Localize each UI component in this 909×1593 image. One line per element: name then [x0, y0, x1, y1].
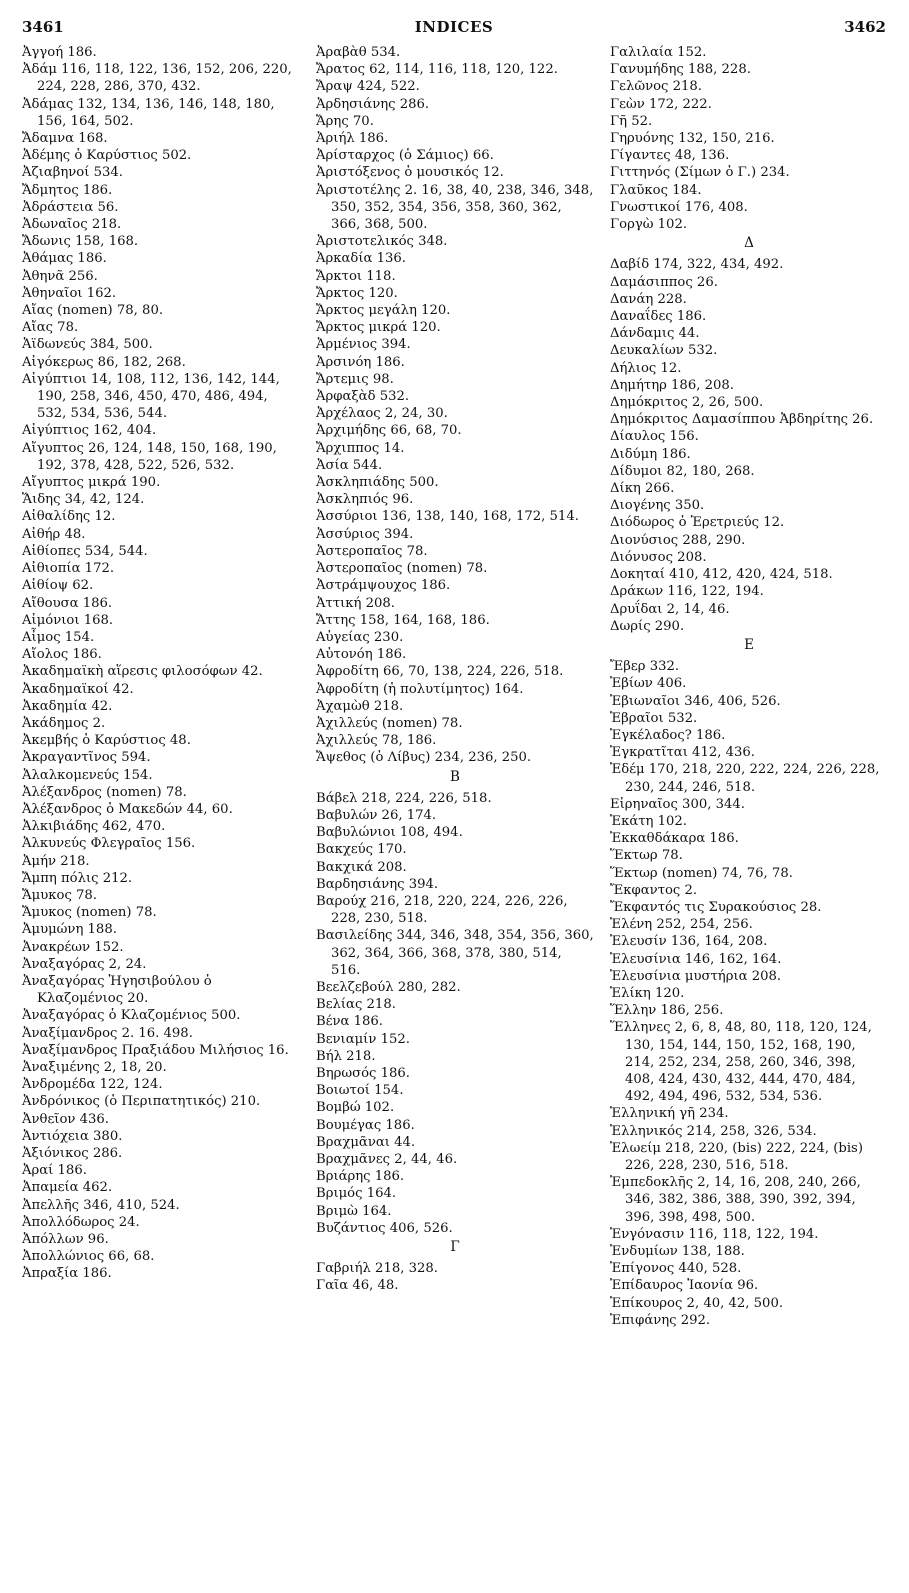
index-entry: Ἐγκρατῖται 412, 436.: [610, 745, 755, 761]
index-entry: Ἀττική 208.: [316, 595, 395, 611]
index-entry: Βελίας 218.: [316, 997, 396, 1013]
index-entry: Ἀλκιβιάδης 462, 470.: [22, 819, 166, 835]
index-entry: Δράκων 116, 122, 194.: [610, 584, 764, 600]
index-entry: Γελῶνος 218.: [610, 79, 702, 95]
index-entry: Βεελζεβούλ 280, 282.: [316, 979, 461, 995]
index-entry: Ἄρκτος μικρά 120.: [316, 320, 441, 336]
index-entry: Δρυΐδαι 2, 14, 46.: [610, 601, 730, 617]
index-entry: Γλαῦκος 184.: [610, 182, 702, 198]
index-entry: Ἄμυκος 78.: [22, 887, 97, 903]
index-entry: Δοκηταί 410, 412, 420, 424, 518.: [610, 567, 833, 583]
index-entry: Ἐνδυμίων 138, 188.: [610, 1244, 745, 1260]
index-entry: Βριάρης 186.: [316, 1169, 405, 1185]
index-entry: Ἀνδρομέδα 122, 124.: [22, 1077, 163, 1093]
index-entry: Ἐμπεδοκλῆς 2, 14, 16, 208, 240, 266, 346, 382, 386, 388, 390, 392, 394, 396, 398, 498, 500.: [610, 1175, 861, 1225]
index-entry: Ἀχαμὼθ 218.: [316, 698, 404, 714]
index-entry: Ἀκεμβής ὁ Καρύστιος 48.: [22, 733, 191, 749]
index-entry: Ἀναξίμανδρος Πραξιάδου Μιλήσιος 16.: [22, 1042, 289, 1058]
index-entry: Βαρδησιάνης 394.: [316, 876, 439, 892]
index-entry: Βριμός 164.: [316, 1186, 397, 1202]
index-entry: Βριμὼ 164.: [316, 1203, 392, 1219]
index-entry: Ἀρχιμήδης 66, 68, 70.: [316, 423, 462, 439]
index-entry: Δευκαλίων 532.: [610, 343, 718, 359]
index-entry: Ἀκαδημαϊκὴ αἵρεσις φιλοσόφων 42.: [22, 664, 263, 680]
index-entry: Ἀνθεῖον 436.: [22, 1111, 109, 1127]
index-entry: Ἀφροδίτη 66, 70, 138, 224, 226, 518.: [316, 664, 564, 680]
index-column-2: [316, 44, 594, 1295]
index-entry: Δημόκριτος 2, 26, 500.: [610, 395, 764, 411]
index-entry: Ἀστεροπαῖος (nomen) 78.: [316, 561, 488, 577]
index-entry: Ἄμπη πόλις 212.: [22, 870, 133, 886]
running-title: INDICES: [414, 18, 494, 36]
index-entry: Αἶμος 154.: [22, 629, 95, 645]
index-entry: Γνωστικοί 176, 408.: [610, 199, 748, 215]
index-entry: Δημήτηρ 186, 208.: [610, 377, 734, 393]
index-entry: Ἐλωείμ 218, 220, (bis) 222, 224, (bis) 226, 228, 230, 516, 518.: [610, 1140, 863, 1173]
index-entry: Ἀναξαγόρας 2, 24.: [22, 956, 147, 972]
index-entry: Ἀφροδίτη (ἡ πολυτίμητος) 164.: [316, 681, 524, 697]
index-entry: Ἀστράμψουχος 186.: [316, 578, 451, 594]
index-entry: Ἀζιαβηνοί 534.: [22, 165, 123, 181]
left-page-number: 3461: [22, 18, 64, 36]
index-entry: Ἀναξίμανδρος 2. 16. 498.: [22, 1025, 193, 1041]
index-entry: Ἑκάτη 102.: [610, 813, 687, 829]
index-entry: Βηρωσός 186.: [316, 1065, 410, 1081]
index-entry: Ἔκφαντός τις Συρακούσιος 28.: [610, 899, 822, 915]
index-entry: Ἄρκτοι 118.: [316, 268, 396, 284]
index-entry: Ἐλευσίν 136, 164, 208.: [610, 934, 768, 950]
index-entry: Βαβυλών 26, 174.: [316, 807, 437, 823]
index-entry: Ἄραψ 424, 522.: [316, 79, 420, 95]
index-entry: Ἀσκληπιός 96.: [316, 492, 414, 508]
index-entry: Αἴθουσα 186.: [22, 595, 113, 611]
index-entry: Ἀνακρέων 152.: [22, 939, 124, 955]
index-entry: Δημόκριτος Δαμασίππου Ἀβδηρίτης 26.: [610, 412, 874, 428]
index-entry: Εἰρηναῖος 300, 344.: [610, 796, 745, 812]
index-entry: Ἀλέξανδρος (nomen) 78.: [22, 784, 187, 800]
index-entry: Ἀμήν 218.: [22, 853, 90, 869]
index-entry: Ἐβιωναῖοι 346, 406, 526.: [610, 693, 781, 709]
index-entry: Ἑλένη 252, 254, 256.: [610, 917, 753, 933]
index-entry: Ἀπόλλων 96.: [22, 1232, 109, 1248]
index-entry: Διόδωρος ὁ Ἐρετριεύς 12.: [610, 515, 785, 531]
index-entry: Βένα 186.: [316, 1014, 383, 1030]
index-entry: Ἀχιλλεύς (nomen) 78.: [316, 715, 463, 731]
index-entry: Ἔβερ 332.: [610, 659, 680, 675]
index-entry: Βομβώ 102.: [316, 1100, 395, 1116]
index-entry: Ἀναξιμένης 2, 18, 20.: [22, 1059, 167, 1075]
index-entry: Ἀριστοτελικός 348.: [316, 234, 448, 250]
section-letter: Β: [450, 768, 460, 785]
index-entry: Βραχμᾶνες 2, 44, 46.: [316, 1152, 458, 1167]
index-entry: Ἀπολλώνιος 66, 68.: [22, 1249, 155, 1265]
index-entry: Ἄρτεμις 98.: [316, 371, 394, 387]
index-entry: Δίκη 266.: [610, 481, 675, 497]
index-entry: Ἄρατος 62, 114, 116, 118, 120, 122.: [316, 62, 558, 78]
index-entry: Ἕκτωρ 78.: [610, 848, 683, 864]
index-entry: Ἐπίκουρος 2, 40, 42, 500.: [610, 1295, 784, 1311]
index-entry: Αὐτονόη 186.: [316, 647, 407, 663]
index-entry: Γαῖα 46, 48.: [316, 1278, 399, 1294]
index-entry: Ἀρκαδία 136.: [316, 251, 406, 267]
index-entry: Ἄδμητος 186.: [22, 182, 113, 198]
index-entry: Ἀδράστεια 56.: [22, 199, 119, 215]
index-entry: Ἑλληνικός 214, 258, 326, 534.: [610, 1123, 817, 1139]
index-entry: Ἀξιόνικος 286.: [22, 1146, 123, 1161]
index-entry: Αἴας (nomen) 78, 80.: [22, 303, 164, 319]
index-entry: Γίγαντες 48, 136.: [610, 148, 730, 164]
index-entry: Ἄρκτος 120.: [316, 285, 398, 301]
index-entry: Ἀλέξανδρος ὁ Μακεδών 44, 60.: [22, 801, 233, 817]
index-entry: Ἀρσινόη 186.: [316, 354, 405, 370]
index-entry: Ἄρχιππος 14.: [316, 440, 405, 456]
index-entry: Ἑλίκη 120.: [610, 985, 685, 1001]
index-entry: Ἑλληνική γῆ 234.: [610, 1106, 729, 1122]
index-entry: Ἀθάμας 186.: [22, 251, 107, 267]
index-entry: Ἐδέμ 170, 218, 220, 222, 224, 226, 228, 230, 244, 246, 518.: [610, 762, 880, 795]
index-entry: Γηρυόνης 132, 150, 216.: [610, 131, 775, 147]
index-entry: Δήλιος 12.: [610, 360, 682, 376]
index-entry: Δίαυλος 156.: [610, 429, 699, 445]
index-entry: Βυζάντιος 406, 526.: [316, 1220, 453, 1236]
index-entry: Ἀνδρόνικος (ὁ Περιπατητικός) 210.: [22, 1094, 261, 1110]
index-entry: Ἀρχέλαος 2, 24, 30.: [316, 406, 448, 422]
index-entry: Ἀδάμας 132, 134, 136, 146, 148, 180, 156, 164, 502.: [22, 96, 275, 129]
index-entry: Ἀσσύριοι 136, 138, 140, 168, 172, 514.: [316, 509, 579, 525]
index-entry: Ἀκάδημος 2.: [22, 715, 106, 731]
section-letter: Γ: [450, 1239, 460, 1256]
index-entry: Ἀκαδημία 42.: [22, 698, 113, 714]
index-entry: Ἀραβὰθ 534.: [316, 45, 401, 60]
index-entry: Βήλ 218.: [316, 1048, 376, 1064]
index-entry: Ἄδαμνα 168.: [22, 131, 108, 147]
index-entry: Βαρούχ 216, 218, 220, 224, 226, 226, 228, 230, 518.: [316, 893, 568, 927]
index-entry: Ἐλευσίνια 146, 162, 164.: [610, 951, 782, 967]
index-entry: Δανάη 228.: [610, 291, 687, 307]
index-entry: Ἀρμένιος 394.: [316, 337, 411, 353]
index-entry: Γανυμήδης 188, 228.: [610, 62, 751, 78]
index-entry: Ἀριήλ 186.: [316, 131, 389, 147]
index-entry: Δωρίς 290.: [610, 618, 685, 634]
index-column-3: [610, 44, 888, 1329]
index-entry: Ἀστεροπαῖος 78.: [316, 543, 428, 559]
index-entry: Δίδυμοι 82, 180, 268.: [610, 463, 755, 479]
index-entry: Ἀπελλῆς 346, 410, 524.: [22, 1197, 180, 1213]
index-entry: Ἄρης 70.: [316, 113, 374, 129]
index-entry: Γῆ 52.: [610, 113, 653, 129]
index-entry: Ἀϊδωνεύς 384, 500.: [22, 337, 153, 353]
index-entry: Δαβίδ 174, 322, 434, 492.: [610, 257, 784, 273]
index-entry: Ἀπολλόδωρος 24.: [22, 1214, 140, 1230]
index-entry: Ἔκφαντος 2.: [610, 882, 698, 898]
index-entry: Αἰγύπτιοι 14, 108, 112, 136, 142, 144, 190, 258, 346, 450, 470, 486, 494, 532, 534, 536, 544.: [22, 371, 280, 422]
index-entry: Βενιαμίν 152.: [316, 1031, 410, 1047]
index-entry: Γιττηνός (Σίμων ὁ Γ.) 234.: [610, 165, 790, 181]
index-entry: Διδύμη 186.: [610, 446, 691, 462]
index-entry: Αἰθήρ 48.: [22, 526, 86, 542]
index-entry: Αἰθιοπία 172.: [22, 561, 115, 577]
index-entry: Αἰγύπτιος 162, 404.: [22, 423, 157, 439]
index-entry: Δάνδαμις 44.: [610, 326, 700, 342]
index-entry: Ἀθηναῖοι 162.: [22, 285, 117, 301]
index-entry: Ἀρδησιάνης 286.: [316, 96, 430, 112]
index-entry: Ἀναξαγόρας ὁ Κλαζομένιος 500.: [22, 1008, 241, 1024]
index-entry: Ἄψεθος (ὁ Λίβυς) 234, 236, 250.: [316, 750, 532, 766]
index-entry: Αἰθαλίδης 12.: [22, 509, 116, 525]
index-entry: Ἀκαδημαϊκοί 42.: [22, 681, 134, 697]
index-entry: Ἀντιόχεια 380.: [22, 1128, 123, 1144]
index-entry: Ἀσία 544.: [316, 457, 383, 473]
index-entry: Διόνυσος 208.: [610, 549, 707, 565]
index-entry: Αἴολος 186.: [22, 647, 102, 663]
index-entry: Διογένης 350.: [610, 498, 705, 514]
index-entry: Ἄρκτος μεγάλη 120.: [316, 303, 451, 319]
index-entry: Βουμέγας 186.: [316, 1117, 415, 1133]
index-entry: Δαμάσιππος 26.: [610, 274, 718, 290]
index-entry: Βασιλείδης 344, 346, 348, 354, 356, 360, 362, 364, 366, 368, 378, 380, 514, 516.: [316, 928, 594, 978]
index-entry: Γεὼν 172, 222.: [610, 96, 712, 112]
index-entry: Διονύσιος 288, 290.: [610, 532, 746, 548]
index-entry: Ἐνγόνασιν 116, 118, 122, 194.: [610, 1226, 819, 1242]
index-entry: Αἴας 78.: [22, 320, 79, 336]
index-entry: Αὐγείας 230.: [316, 629, 404, 645]
index-entry: Ἀδωναῖος 218.: [22, 217, 122, 233]
index-entry: Ἀγγοή 186.: [22, 45, 97, 60]
index-entry: Ἄττης 158, 164, 168, 186.: [316, 612, 490, 628]
index-entry: Ἀναξαγόρας Ἡγησιβούλου ὁ Κλαζομένιος 20.: [22, 973, 212, 1007]
index-entry: Ἀχιλλεύς 78, 186.: [316, 733, 437, 749]
index-entry: Ἀριστόξενος ὁ μουσικός 12.: [316, 165, 504, 181]
index-entry: Ἀπραξία 186.: [22, 1266, 112, 1282]
index-entry: Ἄμυκος (nomen) 78.: [22, 905, 157, 921]
index-entry: Ἀδέμης ὁ Καρύστιος 502.: [22, 148, 192, 164]
index-entry: Ἀλαλκομενεύς 154.: [22, 767, 153, 783]
index-entry: Ἀραί 186.: [22, 1163, 87, 1179]
index-entry: Ἐβίων 406.: [610, 676, 687, 692]
index-entry: Ἀριστοτέλης 2. 16, 38, 40, 238, 346, 348, 350, 352, 354, 356, 358, 360, 362, 366, 368, 500.: [316, 182, 594, 233]
index-entry: Αἰθίοψ 62.: [22, 578, 94, 594]
index-entry: Ἕλληνες 2, 6, 8, 48, 80, 118, 120, 124, 130, 154, 144, 150, 152, 168, 190, 214, 252, 234, 258, 260, 346, 398, 408, 424, 430, 432, 444, 470, 484, 492, 494, 496, 532, 534, 536.: [610, 1020, 872, 1105]
index-entry: Βραχμᾶναι 44.: [316, 1134, 416, 1150]
section-letter: Δ: [744, 235, 754, 252]
index-entry: Βάβελ 218, 224, 226, 518.: [316, 790, 492, 806]
index-entry: Ἀσκληπιάδης 500.: [316, 475, 439, 491]
index-entry: Βακχεύς 170.: [316, 842, 407, 858]
index-entry: Ἀπαμεία 462.: [22, 1180, 113, 1196]
page-header: [22, 18, 886, 40]
index-entry: Γαβριήλ 218, 328.: [316, 1261, 438, 1277]
index-entry: Ἑβραῖοι 532.: [610, 710, 698, 726]
index-entry: Ἀθηνᾶ 256.: [22, 268, 98, 284]
index-entry: Ἐκκαθδάκαρα 186.: [610, 831, 739, 847]
index-entry: Ἀρίσταρχος (ὁ Σάμιος) 66.: [316, 148, 494, 164]
index-entry: Αἰμόνιοι 168.: [22, 612, 114, 628]
index-entry: Ἀδάμ 116, 118, 122, 136, 152, 206, 220, 224, 228, 286, 370, 432.: [22, 62, 292, 95]
index-entry: Δαναΐδες 186.: [610, 309, 707, 325]
index-entry: Ἀκραγαντῖνος 594.: [22, 750, 151, 766]
index-entry: Ἐλευσίνια μυστήρια 208.: [610, 968, 782, 984]
index-entry: Αἴγυπτος 26, 124, 148, 150, 168, 190, 192, 378, 428, 522, 526, 532.: [22, 440, 277, 473]
index-entry: Ἀλκυνεύς Φλεγραῖος 156.: [22, 836, 196, 852]
index-entry: Βακχικά 208.: [316, 859, 407, 875]
index-entry: Βαβυλώνιοι 108, 494.: [316, 825, 463, 841]
section-letter: Ε: [744, 636, 754, 653]
index-entry: Ἀσσύριος 394.: [316, 526, 414, 542]
index-column-1: [22, 44, 300, 1283]
index-entry: Αἰγόκερως 86, 182, 268.: [22, 354, 186, 370]
index-entry: Ἕκτωρ (nomen) 74, 76, 78.: [610, 865, 793, 881]
index-entry: Ἄδωνις 158, 168.: [22, 234, 139, 250]
index-entry: Βοιωτοί 154.: [316, 1083, 404, 1099]
index-entry: Ἕλλην 186, 256.: [610, 1003, 724, 1019]
index-entry: Ἅιδης 34, 42, 124.: [22, 492, 145, 508]
index-entry: Ἀμυμώνη 188.: [22, 922, 117, 938]
index-entry: Γαλιλαία 152.: [610, 45, 707, 60]
index-entry: Ἀρφαξὰδ 532.: [316, 389, 410, 405]
index-entry: Ἐπίδαυρος Ἰαονία 96.: [610, 1278, 759, 1294]
index-entry: Ἐγκέλαδος? 186.: [610, 727, 726, 743]
index-entry: Γοργὼ 102.: [610, 217, 688, 233]
right-page-number: 3462: [844, 18, 886, 36]
index-entry: Ἐπίγονος 440, 528.: [610, 1261, 742, 1277]
index-entry: Αἰθίοπες 534, 544.: [22, 543, 148, 559]
index-entry: Ἐπιφάνης 292.: [610, 1312, 711, 1328]
index-entry: Αἴγυπτος μικρά 190.: [22, 475, 161, 491]
